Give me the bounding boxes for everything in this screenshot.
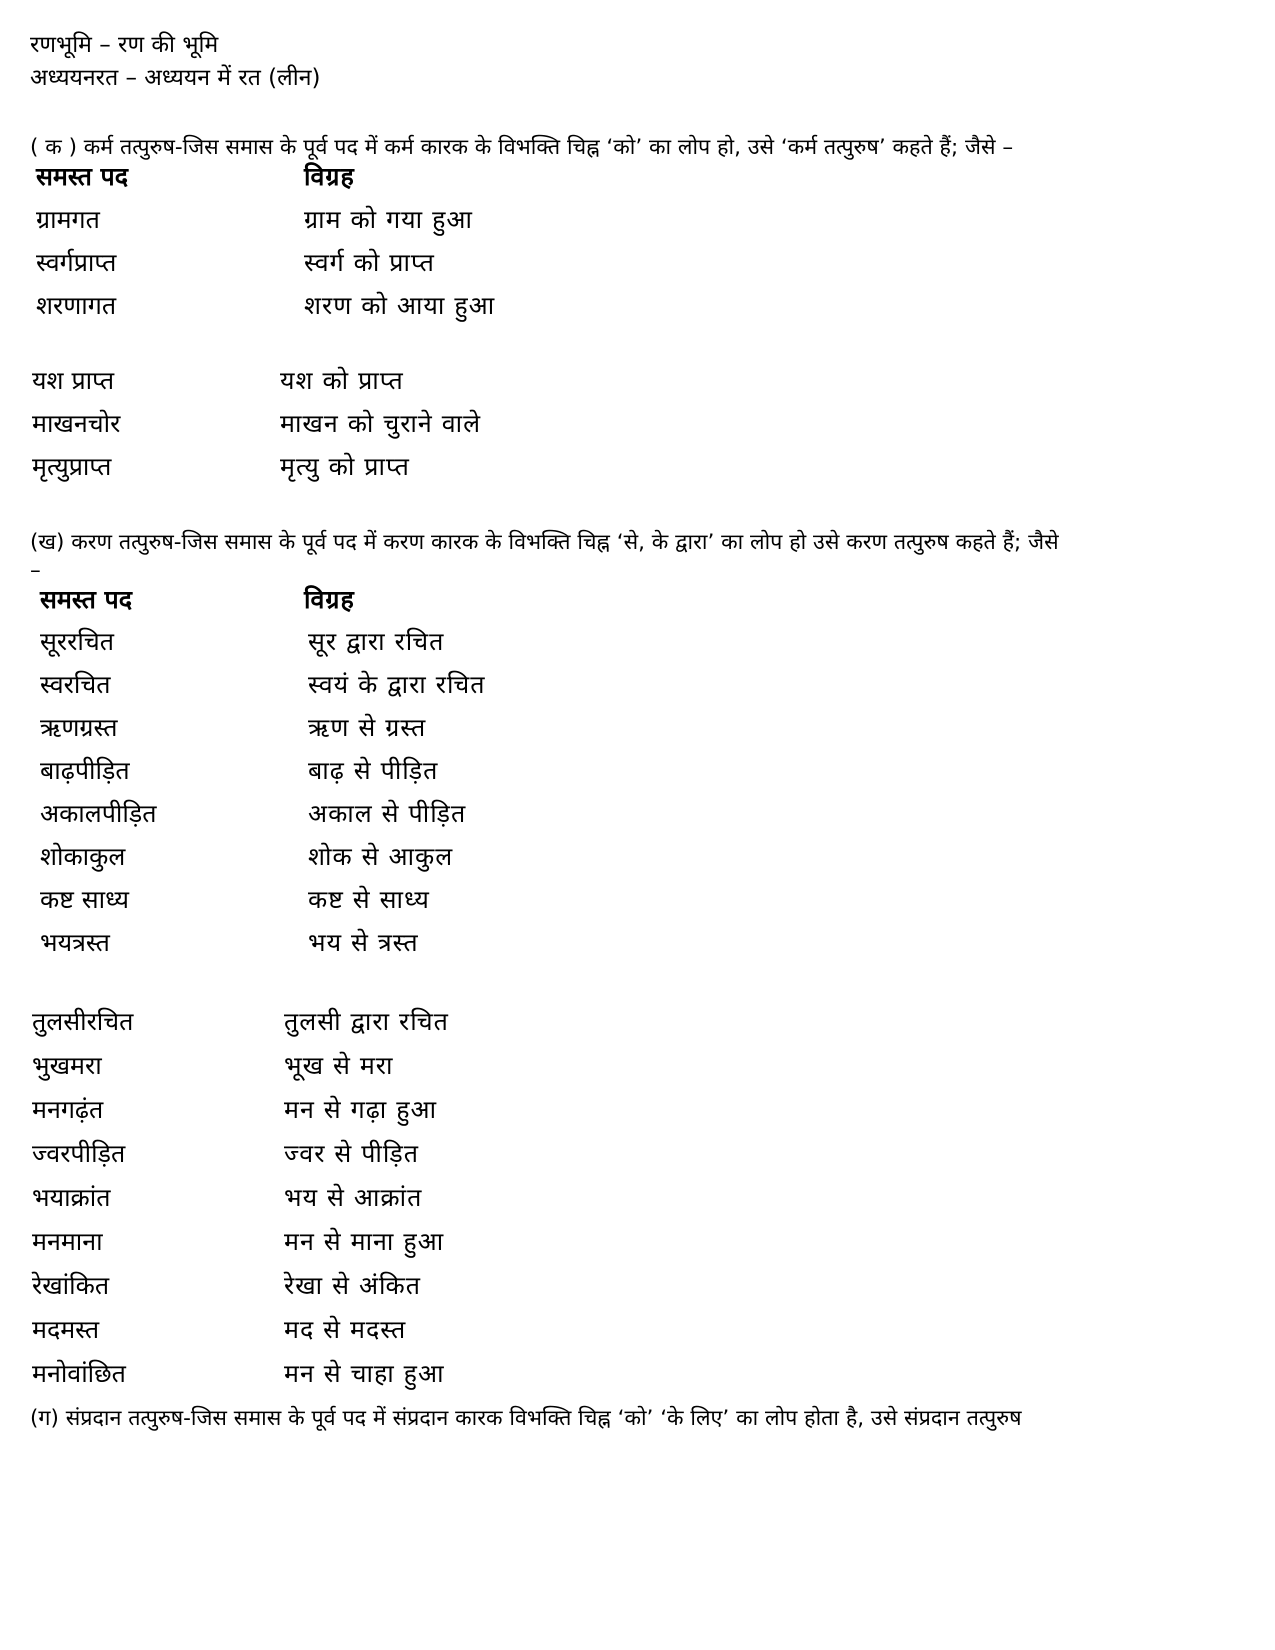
vigrah: मृत्यु को प्राप्त: [280, 452, 410, 481]
vigrah: अकाल से पीड़ित: [308, 799, 467, 828]
vigrah: मद से मदस्त: [284, 1315, 407, 1344]
samast-pad: सूररचित: [40, 627, 114, 656]
vigrah: तुलसी द्वारा रचित: [284, 1007, 449, 1036]
samast-pad: ज्वरपीड़ित: [32, 1139, 126, 1168]
section-kha-definition-line-2: –: [30, 558, 41, 583]
samast-pad: अकालपीड़ित: [40, 799, 157, 828]
samast-pad: मनोवांछित: [32, 1359, 126, 1388]
samast-pad: ऋणग्रस्त: [40, 713, 118, 742]
samast-pad: माखनचोर: [32, 409, 121, 438]
vigrah: बाढ़ से पीड़ित: [308, 756, 439, 785]
intro-line-2: अध्ययनरत – अध्ययन में रत (लीन): [30, 65, 321, 91]
samast-pad: ग्रामगत: [36, 205, 100, 234]
samast-pad: यश प्राप्त: [32, 366, 115, 395]
samast-pad: मृत्युप्राप्त: [32, 452, 112, 481]
samast-pad: भयाक्रांत: [32, 1183, 111, 1212]
vigrah: भूख से मरा: [284, 1051, 394, 1080]
vigrah: भय से त्रस्त: [308, 928, 419, 957]
vigrah: माखन को चुराने वाले: [280, 409, 482, 438]
vigrah: ज्वर से पीड़ित: [284, 1139, 419, 1168]
vigrah: मन से माना हुआ: [284, 1227, 445, 1256]
column-header-vigrah: विग्रह: [304, 162, 355, 191]
vigrah: ऋण से ग्रस्त: [308, 713, 427, 742]
section-ga-definition: (ग) संप्रदान तत्पुरुष-जिस समास के पूर्व पद में संप्रदान कारक विभक्ति चिह्न ‘को’ ‘के लिए’ का लोप होता है, उसे संप्रदान तत्पुरुष: [30, 1406, 1022, 1431]
column-header-samast: समस्त पद: [40, 585, 133, 614]
samast-pad: शोकाकुल: [40, 842, 126, 871]
samast-pad: मनमाना: [32, 1227, 103, 1256]
vigrah: मन से चाहा हुआ: [284, 1359, 445, 1388]
column-header-samast: समस्त पद: [36, 162, 129, 191]
samast-pad: रेखांकित: [32, 1271, 110, 1300]
section-kha-definition-line-1: (ख) करण तत्पुरुष-जिस समास के पूर्व पद में करण कारक के विभक्ति चिह्न ‘से, के द्वारा’ का लोप हो उसे करण तत्पुरुष कहते हैं; जैसे: [30, 530, 1059, 555]
section-ka-definition: ( क ) कर्म तत्पुरुष-जिस समास के पूर्व पद में कर्म कारक के विभक्ति चिह्न ‘को’ का लोप हो, उसे ‘कर्म तत्पुरुष’ कहते हैं; जैसे –: [30, 135, 1014, 160]
samast-pad: मदमस्त: [32, 1315, 100, 1344]
vigrah: मन से गढ़ा हुआ: [284, 1095, 438, 1124]
vigrah: शोक से आकुल: [308, 842, 454, 871]
column-header-vigrah: विग्रह: [304, 585, 355, 614]
vigrah: शरण को आया हुआ: [304, 291, 496, 320]
vigrah: कष्ट से साध्य: [308, 885, 430, 914]
vigrah: स्वर्ग को प्राप्त: [304, 248, 435, 277]
samast-pad: मनगढ़ंत: [32, 1095, 104, 1124]
intro-line-1: रणभूमि – रण की भूमि: [30, 32, 219, 58]
samast-pad: बाढ़पीड़ित: [40, 756, 130, 785]
samast-pad: शरणागत: [36, 291, 117, 320]
samast-pad: भयत्रस्त: [40, 928, 110, 957]
samast-pad: कष्ट साध्य: [40, 885, 130, 914]
vigrah: सूर द्वारा रचित: [308, 627, 445, 656]
vigrah: स्वयं के द्वारा रचित: [308, 670, 486, 699]
samast-pad: स्वरचित: [40, 670, 111, 699]
vigrah: ग्राम को गया हुआ: [304, 205, 473, 234]
samast-pad: स्वर्गप्राप्त: [36, 248, 117, 277]
samast-pad: तुलसीरचित: [32, 1007, 134, 1036]
vigrah: भय से आक्रांत: [284, 1183, 423, 1212]
vigrah: रेखा से अंकित: [284, 1271, 421, 1300]
samast-pad: भुखमरा: [32, 1051, 102, 1080]
vigrah: यश को प्राप्त: [280, 366, 404, 395]
